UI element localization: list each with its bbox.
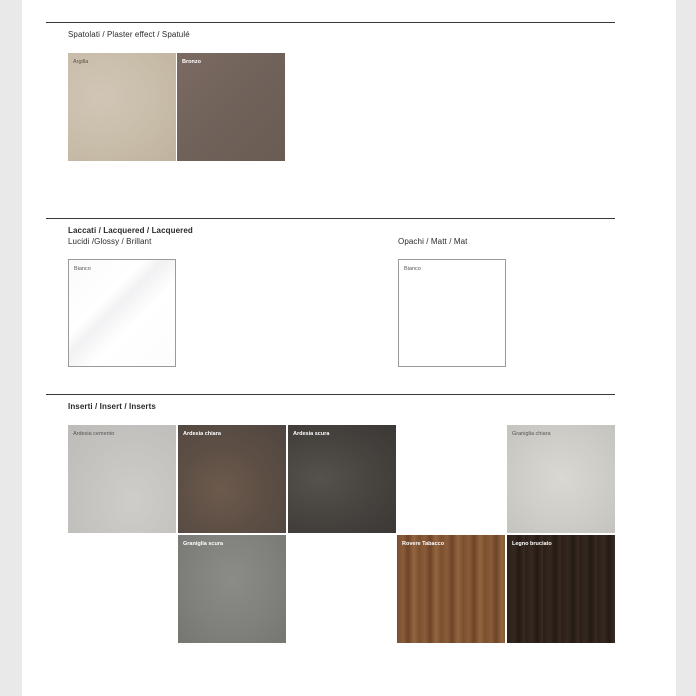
- section-title-inserti: Inserti / Insert / Inserts: [68, 402, 156, 411]
- section-divider: [46, 394, 615, 395]
- swatch-graniglia-chiara[interactable]: [507, 425, 615, 533]
- swatch-label: Ardesia cemento: [73, 431, 115, 437]
- swatch-graniglia-scura[interactable]: [178, 535, 286, 643]
- swatch-rovere-tabacco[interactable]: [397, 535, 505, 643]
- swatch-bianco-glossy[interactable]: [68, 259, 176, 367]
- swatch-label: Argilla: [73, 59, 89, 65]
- swatch-label: Ardesia chiara: [183, 431, 221, 437]
- swatch-bianco-matt[interactable]: [398, 259, 506, 367]
- swatch-argilla[interactable]: [68, 53, 176, 161]
- subsection-title-glossy: Lucidi /Glossy / Brillant: [68, 237, 152, 246]
- section-divider: [46, 22, 615, 23]
- swatch-bronzo[interactable]: [177, 53, 285, 161]
- swatch-label: Graniglia scura: [183, 541, 224, 547]
- swatch-label: Bianco: [404, 266, 421, 272]
- swatch-ardesia-cemento[interactable]: [68, 425, 176, 533]
- swatch-legno-bruciato[interactable]: [507, 535, 615, 643]
- swatch-label: Bronzo: [182, 59, 201, 65]
- section-title-spatolati: Spatolati / Plaster effect / Spatulé: [68, 30, 190, 39]
- swatch-label: Legno bruciato: [512, 541, 552, 547]
- swatch-ardesia-scura[interactable]: [288, 425, 396, 533]
- section-divider: [46, 218, 615, 219]
- swatch-label: Graniglia chiara: [512, 431, 551, 437]
- subsection-title-matt: Opachi / Matt / Mat: [398, 237, 468, 246]
- swatch-ardesia-chiara[interactable]: [178, 425, 286, 533]
- section-title-laccati: Laccati / Lacquered / Lacquered: [68, 226, 193, 235]
- swatch-label: Ardesia scura: [293, 431, 330, 437]
- swatch-label: Rovere Tabacco: [402, 541, 445, 547]
- swatch-label: Bianco: [74, 266, 91, 272]
